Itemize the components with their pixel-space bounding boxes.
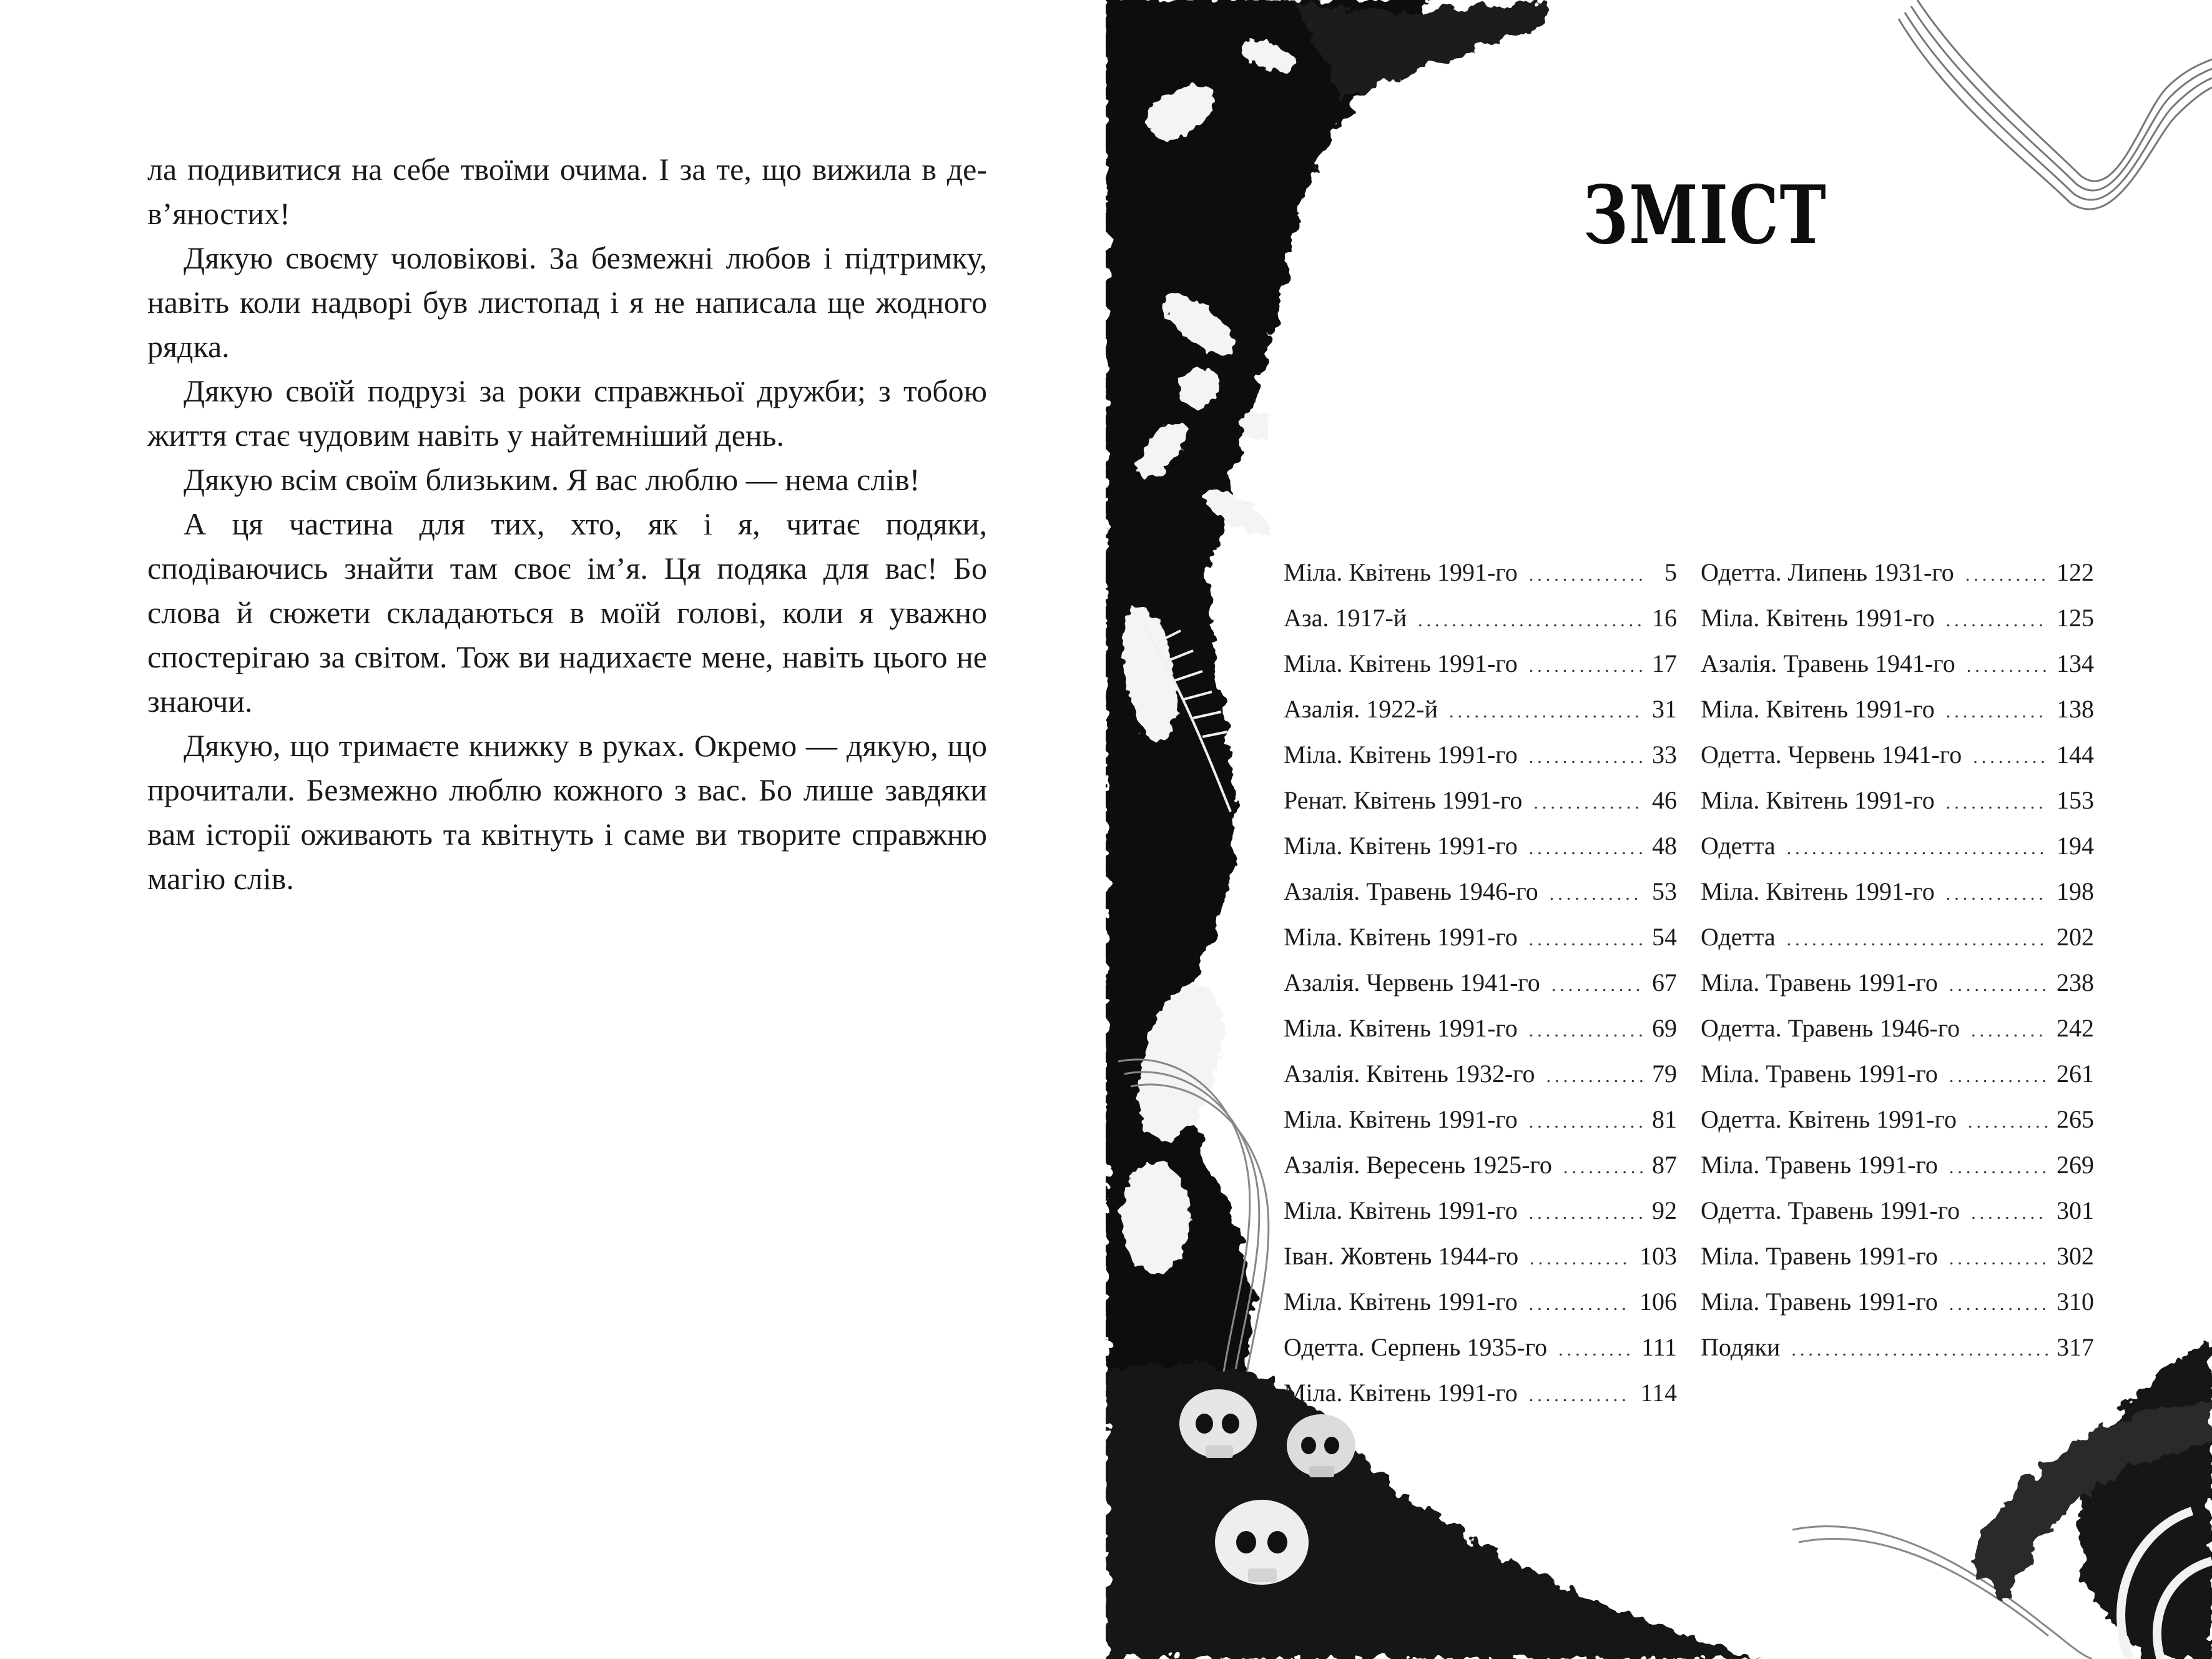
toc-entry-title: Міла. Квітень 1991-го <box>1284 1196 1518 1224</box>
leader-dots <box>1965 552 2048 598</box>
toc-entry[interactable] <box>1284 777 1677 823</box>
toc-entry[interactable] <box>1701 1005 2094 1051</box>
leader-dots <box>1529 734 1643 780</box>
toc-entry[interactable] <box>1701 777 2094 823</box>
toc-entry-title: Міла. Квітень 1991-го <box>1701 604 1935 632</box>
toc-entry-title: Одетта <box>1701 832 1776 860</box>
toc-entry-title: Міла. Травень 1991-го <box>1701 1060 1938 1088</box>
toc-entry[interactable] <box>1284 1096 1677 1142</box>
toc-entry-page: 46 <box>1652 786 1677 814</box>
acknowledgements-text <box>147 147 987 901</box>
toc-entry-title: Міла. Квітень 1991-го <box>1701 877 1935 905</box>
toc-entry-page: 69 <box>1652 1014 1677 1042</box>
leader-dots <box>1971 1008 2048 1053</box>
toc-entry-title: Міла. Квітень 1991-го <box>1284 1379 1518 1407</box>
toc-entry[interactable] <box>1701 686 2094 732</box>
toc-entry[interactable] <box>1701 595 2094 641</box>
leader-dots <box>1971 1190 2048 1236</box>
toc-entry-page: 111 <box>1641 1333 1677 1361</box>
toc-entry-page: 242 <box>2057 1014 2094 1042</box>
leader-dots <box>1946 780 2048 825</box>
leader-dots <box>1787 917 2048 962</box>
toc-entry[interactable] <box>1701 1188 2094 1233</box>
toc-entry-page: 144 <box>2057 741 2094 769</box>
toc-entry-title: Подяки <box>1701 1333 1781 1361</box>
leader-dots <box>1529 825 1643 871</box>
toc-entry-title: Міла. Травень 1991-го <box>1701 1287 1938 1316</box>
toc-entry-title: Азалія. Травень 1941-го <box>1701 649 1955 677</box>
leader-dots <box>1530 1236 1631 1281</box>
leader-dots <box>1551 962 1643 1008</box>
toc-entry-title: Одетта. Липень 1931-го <box>1701 558 1954 586</box>
toc-entry-page: 122 <box>2057 558 2094 586</box>
leader-dots <box>1550 871 1643 917</box>
leader-dots <box>1529 552 1643 598</box>
leader-dots <box>1787 825 2048 871</box>
leader-dots <box>1533 780 1643 825</box>
paragraph: Дякую своєму чоловікові. За безмежні любов і підтримку, навіть коли надворі був листопад і я не написала ще жодного рядка. <box>147 240 987 364</box>
leader-dots <box>1558 1327 1633 1372</box>
toc-entry[interactable] <box>1284 869 1677 914</box>
toc-entry-page: 202 <box>2057 923 2094 951</box>
leader-dots <box>1529 1008 1643 1053</box>
toc-entry-page: 153 <box>2057 786 2094 814</box>
toc-entry-title: Міла. Квітень 1991-го <box>1284 558 1518 586</box>
toc-entry-page: 198 <box>2057 877 2094 905</box>
toc-entry[interactable] <box>1701 1324 2094 1370</box>
toc-entry-page: 106 <box>1639 1287 1677 1316</box>
toc-entry-page: 114 <box>1640 1379 1677 1407</box>
toc-entry[interactable] <box>1284 1005 1677 1051</box>
toc-entry-page: 54 <box>1652 923 1677 951</box>
toc-entry[interactable] <box>1701 869 2094 914</box>
toc-entry[interactable] <box>1284 960 1677 1005</box>
leader-dots <box>1967 643 2048 689</box>
toc-entry-page: 317 <box>2057 1333 2094 1361</box>
toc-entry-page: 310 <box>2057 1287 2094 1316</box>
paragraph: Дякую всім своїм близьким. Я вас люблю — нема слів! <box>184 462 920 497</box>
toc-entry-title: Одетта <box>1701 923 1776 951</box>
toc-entry[interactable] <box>1284 1142 1677 1188</box>
toc-entry-page: 53 <box>1652 877 1677 905</box>
toc-entry[interactable] <box>1701 914 2094 960</box>
toc-entry[interactable] <box>1284 823 1677 869</box>
leader-dots <box>1546 1053 1643 1099</box>
toc-entry-page: 67 <box>1652 968 1677 997</box>
toc-title: ЗМІСТ <box>1583 169 1827 262</box>
leader-dots <box>1949 1236 2048 1281</box>
toc-entry-title: Міла. Квітень 1991-го <box>1284 832 1518 860</box>
toc-entry-page: 269 <box>2057 1151 2094 1179</box>
leader-dots <box>1949 1281 2048 1327</box>
toc-entry-title: Одетта. Травень 1946-го <box>1701 1014 1960 1042</box>
leader-dots <box>1529 1190 1643 1236</box>
toc-entry-page: 301 <box>2057 1196 2094 1224</box>
leader-dots <box>1418 598 1643 643</box>
toc-entry-title: Азалія. 1922-й <box>1284 695 1438 723</box>
toc-entry[interactable] <box>1284 914 1677 960</box>
leader-dots <box>1946 871 2048 917</box>
toc-entry-title: Міла. Квітень 1991-го <box>1284 923 1518 951</box>
toc-column-right <box>1701 549 2094 1370</box>
paragraph: Дякую своїй подрузі за роки справжньої дружби; з тобою життя стає чудовим навіть у найтемніший день. <box>147 373 987 453</box>
toc-entry-title: Одетта. Травень 1991-го <box>1701 1196 1960 1224</box>
toc-entry-page: 16 <box>1652 604 1677 632</box>
toc-entry-page: 265 <box>2057 1105 2094 1133</box>
toc-entry[interactable] <box>1284 686 1677 732</box>
toc-entry-page: 125 <box>2057 604 2094 632</box>
toc-entry-page: 261 <box>2057 1060 2094 1088</box>
leader-dots <box>1529 1281 1631 1327</box>
toc-entry[interactable] <box>1701 1233 2094 1279</box>
toc-entry-page: 31 <box>1652 695 1677 723</box>
toc-entry[interactable] <box>1284 641 1677 686</box>
toc-entry-title: Міла. Квітень 1991-го <box>1284 649 1518 677</box>
toc-entry[interactable] <box>1284 1324 1677 1370</box>
toc-column-left <box>1284 549 1677 1415</box>
toc-entry-title: Азалія. Травень 1946-го <box>1284 877 1538 905</box>
leader-dots <box>1949 1145 2048 1190</box>
toc-entry[interactable] <box>1284 1370 1677 1415</box>
toc-entry[interactable] <box>1284 1188 1677 1233</box>
leader-dots <box>1529 1372 1632 1418</box>
toc-entry[interactable] <box>1701 1279 2094 1324</box>
paragraph: ла подивитися на себе твоїми очима. І за те, що вижила в дев’яностих! <box>147 152 987 231</box>
ribbon-top <box>1899 0 2212 209</box>
toc-entry-title: Азалія. Вересень 1925-го <box>1284 1151 1552 1179</box>
toc-entry-title: Міла. Квітень 1991-го <box>1284 1014 1518 1042</box>
toc-entry-page: 194 <box>2057 832 2094 860</box>
toc-entry-title: Азалія. Червень 1941-го <box>1284 968 1540 997</box>
toc-entry[interactable] <box>1284 1279 1677 1324</box>
toc-entry[interactable] <box>1701 549 2094 595</box>
leader-dots <box>1529 643 1643 689</box>
toc-entry[interactable] <box>1284 732 1677 777</box>
leader-dots <box>1949 1053 2048 1099</box>
toc-entry-title: Одетта. Квітень 1991-го <box>1701 1105 1957 1133</box>
toc-entry[interactable] <box>1284 1051 1677 1096</box>
toc-entry-page: 79 <box>1652 1060 1677 1088</box>
toc-entry-page: 87 <box>1652 1151 1677 1179</box>
toc-entry[interactable] <box>1701 732 2094 777</box>
right-page <box>1106 0 2212 1659</box>
toc-entry[interactable] <box>1701 1142 2094 1188</box>
toc-entry-title: Ренат. Квітень 1991-го <box>1284 786 1523 814</box>
leader-dots <box>1529 1099 1643 1145</box>
leader-dots <box>1563 1145 1643 1190</box>
toc-entry[interactable] <box>1701 1096 2094 1142</box>
toc-entry[interactable] <box>1701 641 2094 686</box>
toc-entry[interactable] <box>1701 823 2094 869</box>
toc-entry-page: 103 <box>1639 1242 1677 1270</box>
toc-entry-title: Міла. Травень 1991-го <box>1701 968 1938 997</box>
toc-entry-page: 134 <box>2057 649 2094 677</box>
leader-dots <box>1449 689 1643 734</box>
toc-entry-page: 302 <box>2057 1242 2094 1270</box>
toc-entry-page: 17 <box>1652 649 1677 677</box>
leader-dots <box>1949 962 2048 1008</box>
toc-entry-title: Міла. Квітень 1991-го <box>1284 1287 1518 1316</box>
toc-entry-title: Міла. Квітень 1991-го <box>1701 695 1935 723</box>
toc-entry-title: Міла. Квітень 1991-го <box>1701 786 1935 814</box>
leader-dots <box>1791 1327 2048 1372</box>
leader-dots <box>1946 689 2048 734</box>
toc-entry[interactable] <box>1284 595 1677 641</box>
toc-entry-title: Міла. Травень 1991-го <box>1701 1151 1938 1179</box>
toc-entry-title: Міла. Квітень 1991-го <box>1284 1105 1518 1133</box>
paragraph: Дякую, що тримаєте книжку в руках. Окремо — дякую, що прочитали. Безмежно люблю кожного з вас. Бо лише завдяки вам історії оживають та квітнуть і саме ви творите справжню магію слів. <box>147 728 987 896</box>
toc-entry-title: Міла. Квітень 1991-го <box>1284 741 1518 769</box>
toc-entry-title: Іван. Жовтень 1944-го <box>1284 1242 1519 1270</box>
toc-entry[interactable] <box>1701 960 2094 1005</box>
toc-entry-page: 48 <box>1652 832 1677 860</box>
toc-entry-title: Одетта. Серпень 1935-го <box>1284 1333 1548 1361</box>
toc-entry-title: Міла. Травень 1991-го <box>1701 1242 1938 1270</box>
toc-entry-page: 33 <box>1652 741 1677 769</box>
leader-dots <box>1973 734 2048 780</box>
toc-entry-title: Азалія. Квітень 1932-го <box>1284 1060 1535 1088</box>
toc-entry-page: 238 <box>2057 968 2094 997</box>
toc-entry[interactable] <box>1701 1051 2094 1096</box>
leader-dots <box>1946 598 2048 643</box>
toc-entry-page: 138 <box>2057 695 2094 723</box>
toc-entry-page: 81 <box>1652 1105 1677 1133</box>
toc-entry-page: 5 <box>1664 558 1677 586</box>
toc-entry[interactable] <box>1284 1233 1677 1279</box>
toc-entry-title: Одетта. Червень 1941-го <box>1701 741 1962 769</box>
leader-dots <box>1529 917 1643 962</box>
toc-entry-page: 92 <box>1652 1196 1677 1224</box>
paragraph: А ця частина для тих, хто, як і я, читає подяки, сподіваючись знайти там своє ім’я. Ця подяка для вас! Бо слова й сюжети складаються в моїй голові, коли я уважно спостерігаю за світом. Тож ви надихаєте мене, навіть цього не знаючи. <box>147 506 987 719</box>
toc-entry[interactable] <box>1284 549 1677 595</box>
toc-entry-title: Аза. 1917-й <box>1284 604 1407 632</box>
leader-dots <box>1968 1099 2048 1145</box>
